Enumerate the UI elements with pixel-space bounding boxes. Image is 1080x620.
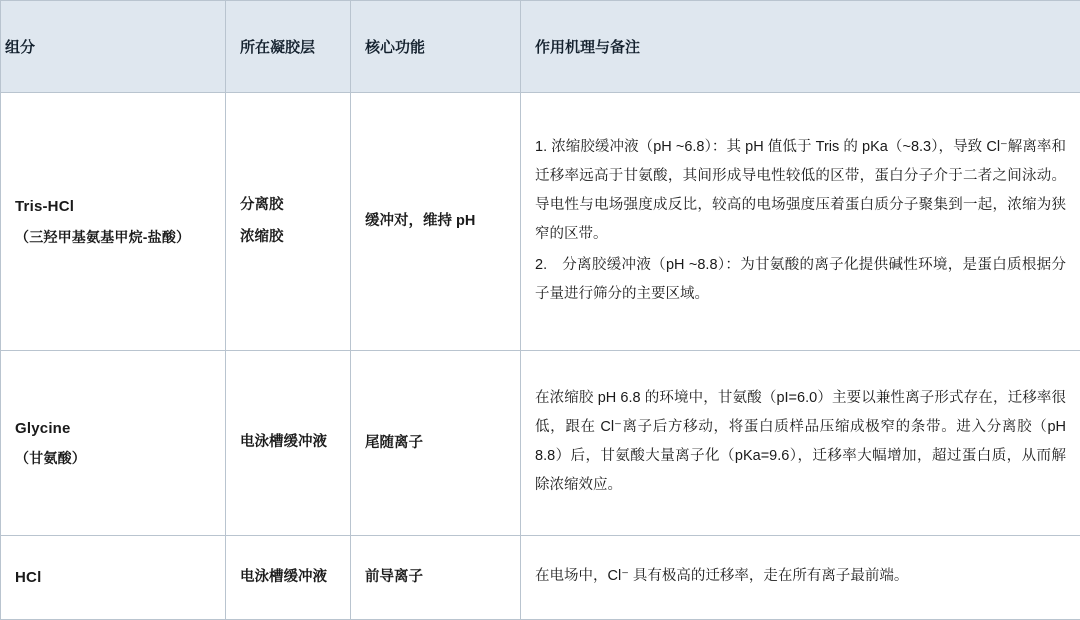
cell-component-name	[1, 93, 226, 351]
gel-layer-line: 电泳槽缓冲液	[240, 562, 336, 594]
cell-core-function: 前导离子	[351, 536, 521, 620]
column-header-component: 组分	[1, 1, 226, 93]
mechanism-paragraph: 在浓缩胶 pH 6.8 的环境中，甘氨酸（pI=6.0）主要以兼性离子形式存在，迁移率很低，跟在 Cl⁻离子后方移动，将蛋白质样品压缩成极窄的条带。进入分离胶（pH 8.8）后，甘氨酸大量离子化（pKa=9.6），迁移率大幅增加，超过蛋白质，从而解除浓缩效应。	[535, 384, 1066, 500]
column-header-mechanism: 作用机理与备注	[521, 1, 1080, 93]
cell-gel-layer	[226, 351, 351, 536]
cell-core-function: 缓冲对，维持 pH	[351, 93, 521, 351]
mechanism-paragraph: 1. 浓缩胶缓冲液（pH ~6.8）：其 pH 值低于 Tris 的 pKa（~8.3），导致 Cl⁻解离率和迁移率远高于甘氨酸，其间形成导电性较低的区带，蛋白分子介于二者之间泳动。导电性与电场强度成反比，较高的电场强度压着蛋白质分子聚集到一起，浓缩为狭窄的区带。	[535, 133, 1066, 249]
cell-mechanism	[521, 536, 1080, 620]
cell-gel-layer	[226, 536, 351, 620]
table-row	[1, 93, 1080, 351]
table-body	[1, 93, 1080, 620]
cell-core-function: 尾随离子	[351, 351, 521, 536]
mechanism-paragraph: 在电场中，Cl⁻ 具有极高的迁移率，走在所有离子最前端。	[535, 562, 1066, 591]
cell-gel-layer	[226, 93, 351, 351]
cell-component-name	[1, 351, 226, 536]
cell-mechanism	[521, 93, 1080, 351]
column-header-gel-layer: 所在凝胶层	[226, 1, 351, 93]
gel-layer-line: 浓缩胶	[240, 222, 336, 254]
component-name-main: Glycine	[15, 420, 71, 437]
component-name-main: HCl	[15, 569, 41, 586]
table-row	[1, 536, 1080, 620]
column-header-core-function: 核心功能	[351, 1, 521, 93]
gel-layer-line: 分离胶	[240, 190, 336, 222]
cell-component-name	[1, 536, 226, 620]
table-header-row	[1, 1, 1080, 93]
component-name-sub: （三羟甲基氨基甲烷-盐酸）	[15, 223, 211, 252]
cell-mechanism	[521, 351, 1080, 536]
component-name-main: Tris-HCl	[15, 198, 74, 215]
table-header	[1, 1, 1080, 93]
component-name-sub: （甘氨酸）	[15, 444, 211, 473]
table-row	[1, 351, 1080, 536]
mechanism-paragraph: 2. 分离胶缓冲液（pH ~8.8）：为甘氨酸的离子化提供碱性环境，是蛋白质根据分子量进行筛分的主要区域。	[535, 251, 1066, 309]
gel-layer-line: 电泳槽缓冲液	[240, 427, 336, 459]
